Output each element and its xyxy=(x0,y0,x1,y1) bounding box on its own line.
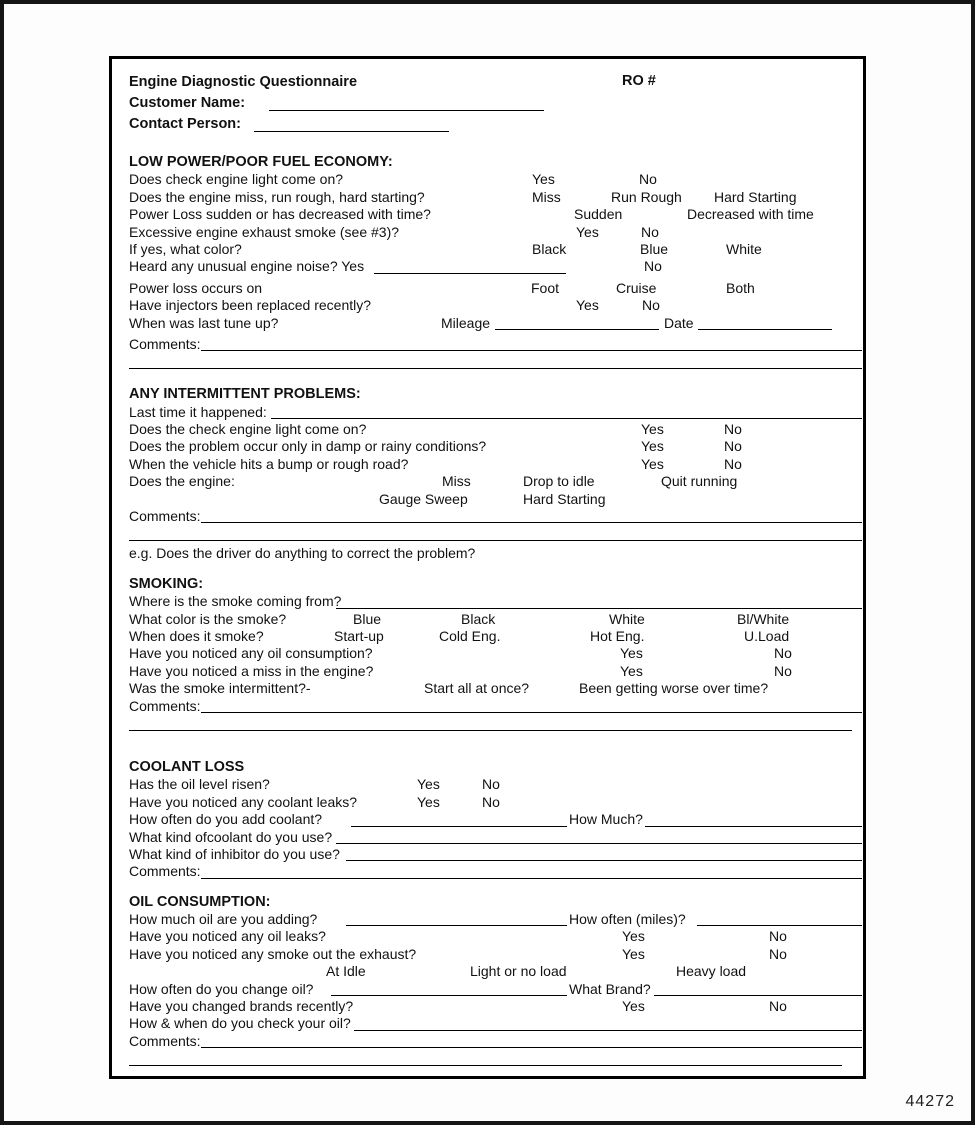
question-label: Heard any unusual engine noise? Yes xyxy=(129,258,365,275)
question-label: Where is the smoke coming from? xyxy=(129,593,342,610)
option-bl-white: Bl/White xyxy=(737,610,790,627)
option-white: White xyxy=(726,240,762,257)
questionnaire-form xyxy=(109,56,866,1079)
section-coolant xyxy=(129,759,856,881)
option-no: No xyxy=(769,998,787,1015)
option-miss: Miss xyxy=(442,473,471,490)
option-yes: Yes xyxy=(576,297,599,314)
option-gauge-sweep: Gauge Sweep xyxy=(379,490,468,507)
blank-line-row xyxy=(129,525,862,543)
option-no: No xyxy=(769,928,787,945)
comments-blank xyxy=(201,522,862,523)
section-intermittent xyxy=(129,386,856,563)
option-start-up: Start-up xyxy=(334,627,384,644)
option-no: No xyxy=(774,645,792,662)
option-yes: Yes xyxy=(620,662,643,679)
question-row xyxy=(129,593,862,610)
question-label: Excessive engine exhaust smoke (see #3)? xyxy=(129,223,400,240)
option-yes: Yes xyxy=(532,171,555,188)
option-hard-starting: Hard Starting xyxy=(523,490,606,507)
comments-label: Comments: xyxy=(129,863,201,880)
write-in-blank xyxy=(645,826,862,827)
figure-number: 44272 xyxy=(905,1093,955,1110)
section-heading: LOW POWER/POOR FUEL ECONOMY: xyxy=(129,154,393,170)
form-title: Engine Diagnostic Questionnaire xyxy=(129,74,358,90)
how-much-label: How Much? xyxy=(569,811,643,828)
option-start-all-at-once: Start all at once? xyxy=(424,680,530,697)
form-header-row xyxy=(129,71,862,92)
comments-blank xyxy=(201,878,862,879)
question-row xyxy=(129,776,862,793)
write-in-blank xyxy=(354,1030,862,1031)
option-black: Black xyxy=(532,240,567,257)
write-in-blank xyxy=(346,925,567,926)
question-label: What color is the smoke? xyxy=(129,610,287,627)
question-label: When does it smoke? xyxy=(129,627,264,644)
option-no: No xyxy=(482,793,500,810)
question-label: Have you noticed any oil consumption? xyxy=(129,645,373,662)
option-no: No xyxy=(724,421,742,438)
question-row xyxy=(129,473,862,490)
comments-row xyxy=(129,698,862,715)
question-row xyxy=(129,928,862,945)
option-row xyxy=(129,963,862,980)
question-row xyxy=(129,946,862,963)
question-row xyxy=(129,794,862,811)
blank-line xyxy=(129,730,852,731)
question-label: What kind ofcoolant do you use? xyxy=(129,828,333,845)
option-yes: Yes xyxy=(620,645,643,662)
mileage-label: Mileage xyxy=(441,314,491,331)
option-no: No xyxy=(724,438,742,455)
question-label: Does the check engine light come on? xyxy=(129,421,367,438)
question-row xyxy=(129,998,862,1015)
question-row xyxy=(129,421,862,438)
option-yes: Yes xyxy=(417,776,440,793)
option-white: White xyxy=(609,610,645,627)
write-in-blank xyxy=(654,995,862,996)
question-row xyxy=(129,404,862,421)
what-brand-label: What Brand? xyxy=(569,980,651,997)
question-label: Have you noticed any coolant leaks? xyxy=(129,793,358,810)
question-row xyxy=(129,297,862,314)
option-quit-running: Quit running xyxy=(661,473,738,490)
option-no: No xyxy=(639,171,657,188)
question-label: Have you noticed a miss in the engine? xyxy=(129,662,374,679)
comments-label: Comments: xyxy=(129,335,201,352)
comments-row xyxy=(129,863,862,880)
comments-label: Comments: xyxy=(129,508,201,525)
question-label: Power Loss sudden or has decreased with time? xyxy=(129,206,431,223)
blank-line xyxy=(129,368,862,369)
question-label: Power loss occurs on xyxy=(129,279,263,296)
comments-label: Comments: xyxy=(129,1032,201,1049)
option-yes: Yes xyxy=(622,928,645,945)
section-heading: SMOKING: xyxy=(129,575,204,592)
blank-line-row xyxy=(129,715,862,733)
question-label: Does the problem occur only in damp or rainy conditions? xyxy=(129,438,487,455)
date-blank xyxy=(698,329,832,330)
option-miss: Miss xyxy=(532,188,561,205)
write-in-blank xyxy=(271,418,862,419)
question-label: Have injectors been replaced recently? xyxy=(129,297,372,314)
option-cold-eng: Cold Eng. xyxy=(439,627,501,644)
write-in-blank xyxy=(374,273,566,274)
question-label: Was the smoke intermittent?- xyxy=(129,680,311,697)
blank-line xyxy=(129,1065,842,1066)
option-yes: Yes xyxy=(622,998,645,1015)
option-blue: Blue xyxy=(640,240,669,257)
question-label: When the vehicle hits a bump or rough road? xyxy=(129,455,409,472)
question-label: Does the engine: xyxy=(129,473,235,490)
option-blue: Blue xyxy=(353,610,382,627)
option-black: Black xyxy=(461,610,496,627)
option-yes: Yes xyxy=(622,945,645,962)
customer-name-row xyxy=(129,92,862,113)
comments-row xyxy=(129,1033,862,1050)
option-no: No xyxy=(769,945,787,962)
question-row xyxy=(129,206,862,223)
comments-blank xyxy=(201,1047,862,1048)
option-run-rough: Run Rough xyxy=(611,188,682,205)
section-oil xyxy=(129,894,856,1069)
write-in-blank xyxy=(697,925,862,926)
question-label: When was last tune up? xyxy=(129,314,279,331)
blank-line-row xyxy=(129,353,862,371)
comments-row xyxy=(129,336,862,353)
write-in-blank xyxy=(331,995,567,996)
option-no: No xyxy=(641,223,659,240)
question-label: Have you noticed any oil leaks? xyxy=(129,928,326,945)
question-label: Has the oil level risen? xyxy=(129,776,270,793)
option-u-load: U.Load xyxy=(744,627,790,644)
ro-number-label: RO # xyxy=(622,73,656,89)
blank-line xyxy=(129,540,862,541)
option-row xyxy=(129,491,862,508)
write-in-blank xyxy=(351,826,567,827)
how-often-miles-label: How often (miles)? xyxy=(569,911,686,928)
option-yes: Yes xyxy=(417,793,440,810)
write-in-blank xyxy=(336,608,862,609)
option-decreased: Decreased with time xyxy=(687,206,814,223)
write-in-blank xyxy=(336,843,862,844)
option-no: No xyxy=(482,776,500,793)
question-row xyxy=(129,680,862,697)
question-label: How & when do you check your oil? xyxy=(129,1015,351,1032)
option-hot-eng: Hot Eng. xyxy=(590,627,645,644)
question-row xyxy=(129,258,862,275)
option-heavy-load: Heavy load xyxy=(676,963,747,980)
option-no: No xyxy=(644,258,662,275)
question-label: How much oil are you adding? xyxy=(129,911,318,928)
question-row xyxy=(129,611,862,628)
question-row xyxy=(129,456,862,473)
question-row xyxy=(129,438,862,455)
option-yes: Yes xyxy=(576,223,599,240)
question-label: Does check engine light come on? xyxy=(129,171,344,188)
option-cruise: Cruise xyxy=(616,279,657,296)
comments-label: Comments: xyxy=(129,697,201,714)
option-yes: Yes xyxy=(641,455,664,472)
option-drop-to-idle: Drop to idle xyxy=(523,473,595,490)
question-row xyxy=(129,1015,862,1032)
option-no: No xyxy=(642,297,660,314)
option-yes: Yes xyxy=(641,438,664,455)
question-row xyxy=(129,663,862,680)
section-low-power xyxy=(129,154,856,371)
mileage-blank xyxy=(495,329,659,330)
question-row xyxy=(129,645,862,662)
contact-person-blank xyxy=(254,131,449,132)
blank-line-row xyxy=(129,1050,862,1068)
question-label: If yes, what color? xyxy=(129,240,242,257)
option-hard-starting: Hard Starting xyxy=(714,188,797,205)
question-row xyxy=(129,224,862,241)
contact-person-row xyxy=(129,113,862,134)
write-in-blank xyxy=(346,860,862,861)
comments-row xyxy=(129,508,862,525)
question-label: Does the engine miss, run rough, hard starting? xyxy=(129,188,425,205)
question-row xyxy=(129,846,862,863)
option-light-or-no-load: Light or no load xyxy=(470,963,567,980)
section-heading: ANY INTERMITTENT PROBLEMS: xyxy=(129,386,361,403)
question-row xyxy=(129,189,862,206)
question-row xyxy=(129,829,862,846)
question-row xyxy=(129,811,862,828)
driver-note: e.g. Does the driver do anything to correct the problem? xyxy=(129,545,476,562)
comments-blank xyxy=(201,712,862,713)
question-label: How often do you change oil? xyxy=(129,980,314,997)
option-no: No xyxy=(724,455,742,472)
customer-name-label: Customer Name: xyxy=(129,95,246,111)
question-row xyxy=(129,628,862,645)
question-row xyxy=(129,280,862,297)
option-foot: Foot xyxy=(531,279,560,296)
question-label: How often do you add coolant? xyxy=(129,811,323,828)
option-worse-over-time: Been getting worse over time? xyxy=(579,680,769,697)
section-heading: COOLANT LOSS xyxy=(129,758,245,775)
question-row xyxy=(129,315,862,332)
question-label: Have you noticed any smoke out the exhaust? xyxy=(129,945,417,962)
option-no: No xyxy=(774,662,792,679)
date-label: Date xyxy=(664,314,694,331)
comments-blank xyxy=(201,350,862,351)
question-row xyxy=(129,911,862,928)
question-label: What kind of inhibitor do you use? xyxy=(129,845,340,862)
question-row xyxy=(129,241,862,258)
contact-person-label: Contact Person: xyxy=(129,116,241,132)
section-smoking xyxy=(129,576,856,733)
option-sudden: Sudden xyxy=(574,206,623,223)
question-row xyxy=(129,981,862,998)
section-heading: OIL CONSUMPTION: xyxy=(129,893,271,910)
customer-name-blank xyxy=(269,110,544,111)
question-label: Have you changed brands recently? xyxy=(129,998,354,1015)
question-label: Last time it happened: xyxy=(129,403,267,420)
option-yes: Yes xyxy=(641,421,664,438)
question-row xyxy=(129,171,862,188)
option-at-idle: At Idle xyxy=(326,963,366,980)
option-both: Both xyxy=(726,279,755,296)
